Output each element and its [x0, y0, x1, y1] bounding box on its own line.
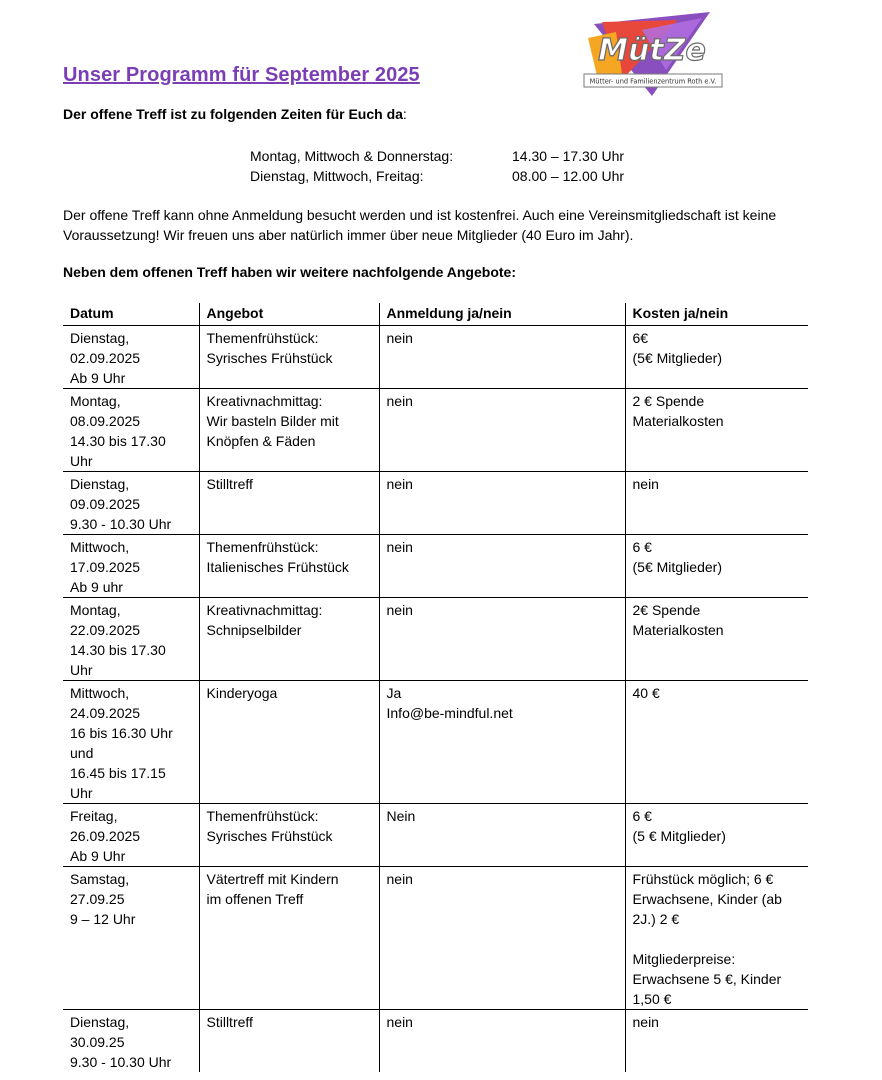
- cell-cost: [625, 681, 808, 804]
- cell-line: Knöpfen & Fäden: [206, 433, 316, 449]
- cell-line: Dienstag,: [70, 330, 130, 346]
- cell-line: 27.09.25: [70, 891, 125, 907]
- cell-line: Ab 9 Uhr: [70, 848, 126, 864]
- cell-line: Dienstag,: [70, 1014, 130, 1030]
- cell-cost: [625, 389, 808, 472]
- cell-line: Info@be-mindful.net: [386, 705, 513, 721]
- cell-line: Syrisches Frühstück: [206, 350, 333, 366]
- cell-line: Montag,: [70, 602, 121, 618]
- cell-line: 1,50 €: [632, 991, 672, 1007]
- cell-cost: [625, 1010, 808, 1073]
- cell-line: Kreativnachmittag:: [206, 393, 323, 409]
- cell-line: Stilltreff: [206, 1014, 253, 1030]
- cell-offer: [199, 598, 379, 681]
- opening-time-row: [250, 146, 624, 166]
- table-row: [63, 389, 808, 472]
- table-row: [63, 1010, 808, 1073]
- cell-line: Italienisches Frühstück: [206, 559, 349, 575]
- cell-line: 40 €: [632, 685, 660, 701]
- cell-line: Themenfrühstück:: [206, 330, 319, 346]
- cell-line: Syrisches Frühstück: [206, 828, 333, 844]
- cell-registration: [379, 535, 625, 598]
- cell-line: nein: [632, 1014, 659, 1030]
- schedule-table: [63, 303, 808, 1072]
- cell-registration: [379, 389, 625, 472]
- opening-hours: 08.00 – 12.00 Uhr: [512, 168, 625, 184]
- cell-registration: [379, 472, 625, 535]
- cell-offer: [199, 1010, 379, 1073]
- cell-line: Uhr: [70, 785, 93, 801]
- cell-line: 6 €: [632, 539, 652, 555]
- cell-registration: [379, 326, 625, 389]
- cell-line: 6 €: [632, 808, 652, 824]
- cell-offer: [199, 681, 379, 804]
- cell-line: Uhr: [70, 662, 93, 678]
- cell-date: [63, 598, 199, 681]
- cell-line: 17.09.2025: [70, 559, 141, 575]
- cell-line: nein: [632, 476, 659, 492]
- logo-wordmark: MütZe: [598, 33, 706, 68]
- cell-line: 14.30 bis 17.30: [70, 433, 166, 449]
- cell-cost: [625, 598, 808, 681]
- cell-line: 22.09.2025: [70, 622, 141, 638]
- cell-date: [63, 389, 199, 472]
- cell-offer: [199, 535, 379, 598]
- cell-offer: [199, 472, 379, 535]
- cell-line: und: [70, 745, 94, 761]
- cell-line: 26.09.2025: [70, 828, 141, 844]
- cell-line: Kreativnachmittag:: [206, 602, 323, 618]
- cell-line: 14.30 bis 17.30: [70, 642, 166, 658]
- cell-line: Mittwoch,: [70, 685, 130, 701]
- table-row: [63, 472, 808, 535]
- info-paragraph: Der offene Treff kann ohne Anmeldung besucht werden und ist kostenfrei. Auch eine Vereinsmitgliedschaft ist keine Voraussetzung! Wir freuen uns aber natürlich immer über neue Mitglieder (40 Euro im Jahr).: [63, 207, 777, 243]
- cell-line: 16 bis 16.30 Uhr: [70, 725, 173, 741]
- cell-offer: [199, 867, 379, 1010]
- cell-line: 9 – 12 Uhr: [70, 911, 136, 927]
- opening-days: Dienstag, Mittwoch, Freitag:: [250, 168, 424, 184]
- cell-line: 02.09.2025: [70, 350, 141, 366]
- cell-line: Uhr: [70, 453, 93, 469]
- cell-date: [63, 867, 199, 1010]
- cell-line: 6€: [632, 330, 649, 346]
- table-row: [63, 681, 808, 804]
- cell-line: Mittwoch,: [70, 539, 130, 555]
- cell-line: Ab 9 Uhr: [70, 370, 126, 386]
- cell-line: Ab 9 uhr: [70, 579, 123, 595]
- cell-line: Montag,: [70, 393, 121, 409]
- cell-offer: [199, 804, 379, 867]
- page-title: Unser Programm für September 2025: [63, 64, 420, 86]
- cell-cost: [625, 804, 808, 867]
- cell-date: [63, 472, 199, 535]
- muetze-logo: [582, 10, 724, 104]
- cell-line: im offenen Treff: [206, 891, 304, 907]
- cell-line: Vätertreff mit Kindern: [206, 871, 339, 887]
- cell-line: 24.09.2025: [70, 705, 141, 721]
- cell-registration: [379, 804, 625, 867]
- cell-line: nein: [386, 1014, 413, 1030]
- cell-registration: [379, 598, 625, 681]
- cell-line: 2€ Spende: [632, 602, 701, 618]
- opening-intro-colon: :: [402, 106, 407, 122]
- cell-cost: [625, 535, 808, 598]
- cell-offer: [199, 326, 379, 389]
- cell-line: Frühstück möglich; 6 €: [632, 871, 774, 887]
- cell-date: [63, 535, 199, 598]
- table-row: [63, 535, 808, 598]
- cell-line: Schnipselbilder: [206, 622, 302, 638]
- cell-line: nein: [386, 871, 413, 887]
- cell-line: nein: [386, 476, 413, 492]
- cell-line: Stilltreff: [206, 476, 253, 492]
- cell-date: [63, 681, 199, 804]
- cell-line: nein: [386, 539, 413, 555]
- cell-offer: [199, 389, 379, 472]
- cell-line: 9.30 - 10.30 Uhr: [70, 516, 172, 532]
- cell-line: Materialkosten: [632, 413, 724, 429]
- cell-line: (5 € Mitglieder): [632, 828, 726, 844]
- column-header: Angebot: [199, 303, 379, 326]
- cell-line: 08.09.2025: [70, 413, 141, 429]
- table-row: [63, 598, 808, 681]
- cell-line: nein: [386, 393, 413, 409]
- opening-intro-text: Der offene Treff ist zu folgenden Zeiten für Euch da: [63, 106, 403, 122]
- cell-line: Ja: [386, 685, 402, 701]
- cell-line: 2 € Spende: [632, 393, 705, 409]
- cell-line: Wir basteln Bilder mit: [206, 413, 339, 429]
- cell-cost: [625, 867, 808, 1010]
- cell-line: nein: [386, 602, 413, 618]
- cell-line: Mitgliederpreise:: [632, 951, 736, 967]
- cell-line: [633, 929, 802, 949]
- table-header-row: [63, 303, 808, 326]
- opening-time-row: [250, 166, 624, 186]
- column-header: Datum: [63, 303, 199, 326]
- table-row: [63, 867, 808, 1010]
- cell-line: 2J.) 2 €: [632, 911, 680, 927]
- cell-line: (5€ Mitglieder): [632, 559, 722, 575]
- offers-heading: Neben dem offenen Treff haben wir weitere nachfolgende Angebote:: [63, 264, 516, 280]
- cell-line: Themenfrühstück:: [206, 539, 319, 555]
- cell-line: 09.09.2025: [70, 496, 141, 512]
- opening-intro: [63, 106, 407, 122]
- cell-line: Kinderyoga: [206, 685, 278, 701]
- cell-line: 9.30 - 10.30 Uhr: [70, 1054, 172, 1070]
- cell-date: [63, 804, 199, 867]
- cell-date: [63, 1010, 199, 1073]
- schedule-body: [63, 326, 808, 1073]
- cell-line: 30.09.25: [70, 1034, 125, 1050]
- cell-line: Erwachsene, Kinder (ab: [632, 891, 782, 907]
- cell-line: nein: [386, 330, 413, 346]
- cell-line: Themenfrühstück:: [206, 808, 319, 824]
- cell-registration: [379, 681, 625, 804]
- cell-registration: [379, 867, 625, 1010]
- table-row: [63, 326, 808, 389]
- table-row: [63, 804, 808, 867]
- cell-line: Erwachsene 5 €, Kinder: [632, 971, 782, 987]
- cell-line: Dienstag,: [70, 476, 130, 492]
- column-header: Anmeldung ja/nein: [379, 303, 625, 326]
- cell-line: Nein: [386, 808, 416, 824]
- cell-line: Freitag,: [70, 808, 118, 824]
- opening-times: [250, 146, 624, 186]
- cell-cost: [625, 472, 808, 535]
- cell-date: [63, 326, 199, 389]
- cell-cost: [625, 326, 808, 389]
- cell-line: 16.45 bis 17.15: [70, 765, 166, 781]
- cell-line: Materialkosten: [632, 622, 724, 638]
- cell-registration: [379, 1010, 625, 1073]
- opening-hours: 14.30 – 17.30 Uhr: [512, 148, 625, 164]
- logo-subtitle: Mütter- und Familienzentrum Roth e.V.: [589, 77, 717, 86]
- cell-line: (5€ Mitglieder): [632, 350, 722, 366]
- opening-days: Montag, Mittwoch & Donnerstag:: [250, 148, 454, 164]
- cell-line: Samstag,: [70, 871, 130, 887]
- column-header: Kosten ja/nein: [625, 303, 808, 326]
